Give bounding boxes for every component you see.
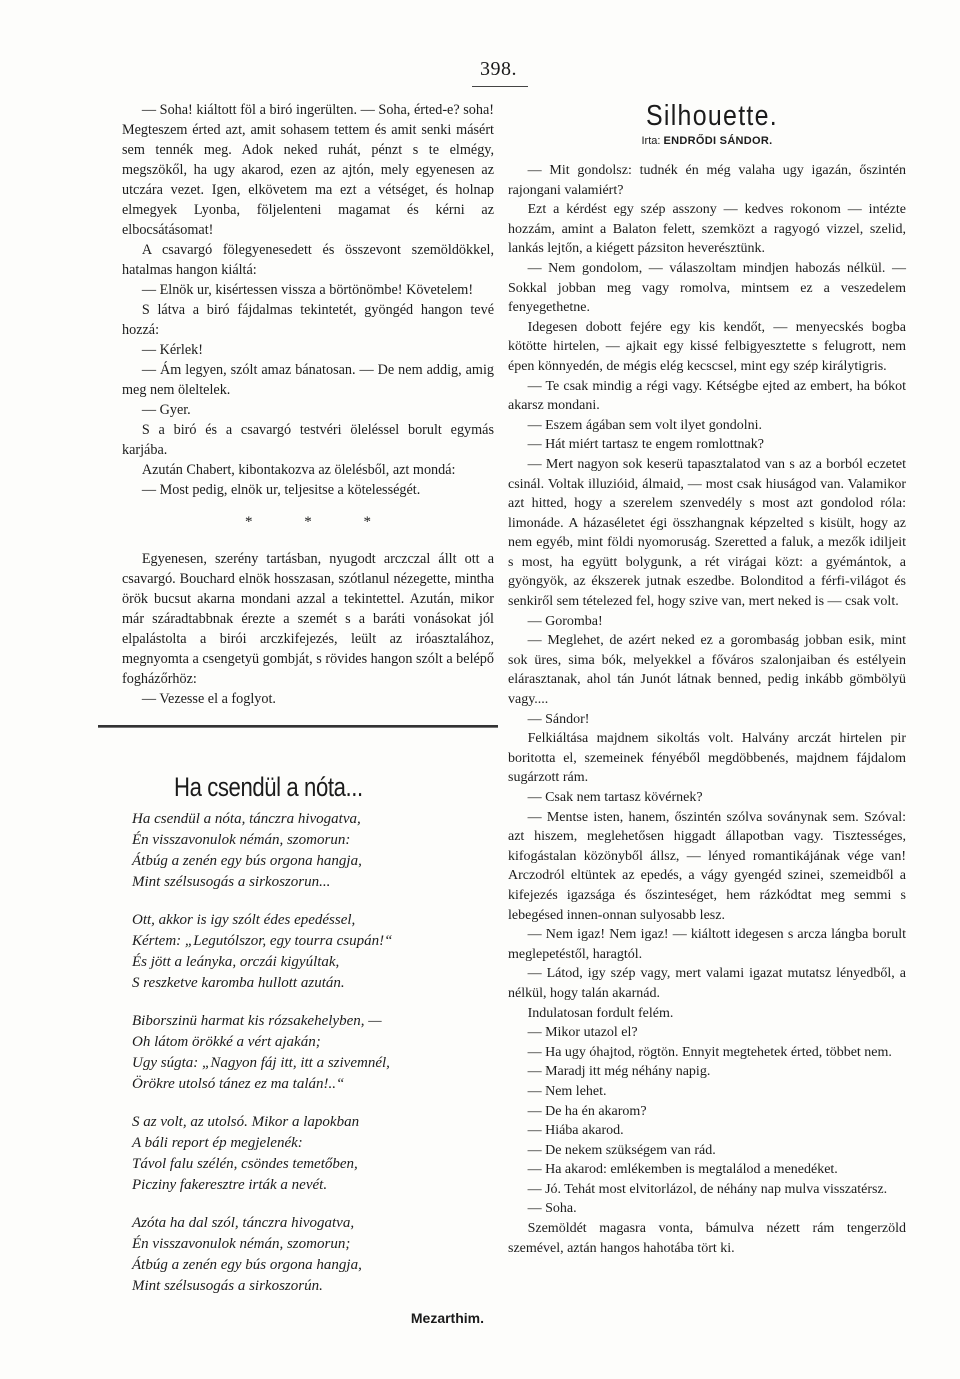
paragraph: — Nem gondolom, — válaszoltam mindjen habozás nélkül. — Sokkal jobban meg vagy romolva, mintsem ez a veszedelem fenyegethetne. [508,260,906,316]
byline-prefix: Irta: [641,135,661,147]
paragraph: — Most pedig, elnök ur, teljesitse a kötelességét. [141,482,421,498]
poem-line: Én visszavonulok némán, szomorun; [132,1236,351,1252]
poem-line: A báli report ép megjelenék: [132,1135,303,1151]
paragraph: — Elnök ur, kisértessen vissza a börtönömbe! Követelem! [141,282,474,298]
paragraph: — Hát miért tartasz te engem romlottnak? [527,437,764,453]
poem-line: Örökre utolsó tánez ez ma talán!..“ [132,1076,345,1092]
poem-line: S reszketve karomba hullott azután. [132,975,345,991]
paragraph: — Nem igaz! Nem igaz! — kiáltott idegesen s arcza lángba borult meglepetéstől, haragtól. [508,927,906,962]
paragraph: Ezt a kérdést egy szép asszony — kedves rokonom — intézte hozzám, amint a Balaton felett, szemközt a ragyogó vizzel, szelid, lankás lejtőn, a kiégett pázsiton heverésztünk. [508,202,906,257]
poem-line: Ott, akkor is igy szólt édes epedéssel, [132,912,356,928]
poem-line: Távol falu szélén, csöndes temetőben, [132,1156,358,1172]
paragraph: — Mit gondolsz: tudnék én még valaha ugy igazán, őszintén rajongani valamiért? [508,163,906,198]
byline-author: ENDRŐDI SÁNDOR. [663,135,773,147]
paragraph: — Vezesse el a foglyot. [141,691,276,707]
paragraph: S látva a biró fájdalmas tekintetét, gyöngéd hangon tevé hozzá: [122,302,494,338]
paragraph: — Gyer. [141,402,191,418]
poem-stanza [132,1213,494,1297]
paragraph: Azután Chabert, kibontakozva az ölelésből, azt mondá: [141,462,456,478]
story-title: Silhouette. [645,100,779,132]
paragraph: — Soha. [527,1201,577,1217]
paragraph: A csavargó fölegyenesedett és összevont szemöldökkel, hatalmas hangon kiáltá: [122,242,494,278]
paragraph: Indulatosan fordult felém. [527,1005,674,1021]
poem-line: Ugy súgta: „Nagyon fáj itt, itt a szivemnél, [132,1055,390,1071]
poem-signature: Mezarthim. [410,1310,484,1326]
story-body [508,161,906,1258]
poem-line: Átbúg a zenén egy bús orgona hangja, [132,853,362,869]
paragraph: Idegesen dobott fejére egy kis kendőt, — menyecskés bogba kötötte hirtelen, — ajkait egy kissé felbigyesztette s felugrott, nem épen könnyedén, de mégis elég kecscsel, mint egy szép királytigris. [508,319,906,374]
poem-line: Én visszavonulok némán, szomorun: [132,832,351,848]
poem-line: Oh látom örökké a vért ajakán; [132,1034,321,1050]
paragraph: — De nekem szükségem van rád. [527,1142,716,1158]
byline [508,135,906,147]
poem-line: És jött a leányka, orczái kigyúltak, [132,954,340,970]
paragraph: — Ha ugy óhajtod, rögtön. Ennyit megtehetek érted, többet nem. [527,1044,892,1060]
paragraph: — Ha akarod: emlékemben is megtalálod a menedéket. [527,1162,838,1178]
poem-title: Ha csendül a nóta... [174,772,363,802]
paragraph: — Csak nem tartasz kövérnek? [527,790,703,805]
poem-stanza [132,809,494,893]
paragraph: — Maradj itt még néhány napig. [527,1064,711,1080]
paragraph: — Jó. Tehát most elvitorlázol, de néhány nap mulva visszatérsz. [527,1181,888,1197]
paragraph: — Ám legyen, szólt amaz bánatosan. — De nem addig, amig meg nem öleltelek. [122,362,494,398]
paragraph: — Te csak mindig a régi vagy. Kétségbe ejted az embert, ha bókot akarsz mondani. [508,378,906,414]
poem-line: Picziny fakeresztre irták a nevét. [132,1177,328,1193]
page-number: 398. [480,58,517,80]
paragraph: S a biró és a csavargó testvéri öleléssel borult egymás karjába. [122,422,494,458]
poem-line: Azóta ha dal szól, tánczra hivogatva, [132,1215,355,1231]
poem-line: Átbúg a zenén egy bús orgona hangja, [132,1257,362,1273]
paragraph: — Mert nagyon sok keserü tapasztalatod van s az a borból eczetet csinál. Voltak illuzióid, álmaid, — most csak hiuságod van. Valamikor azt hitted, hogy a szerelem szenvedély s most azt gondolod róla: limonáde. A házaséletet égi összhangnak képzelted s kisült, hogy az nem egyéb, mint földi nyomoruság. Szeretted a faluk, a mezők idiljeit s most, ha együtt bolygunk, a rét virágai közt: a gyémántok, a gyöngyök, az ékszerek jutnak eszedbe. Bolonditod a férfi-világot és senkiről sem tételezed fel, hogy szive van, mert neked is — csak volt. [508,456,906,610]
poem-stanza [132,910,494,994]
poem-body [132,809,494,1297]
left-column [122,100,494,1326]
section-separator: * * * [245,514,395,530]
right-column [508,100,906,1258]
paragraph: — Hiába akarod. [527,1123,624,1139]
poem-line: Biborszinü harmat kis rózsakehelyben, — [132,1013,382,1029]
paragraph: — Meglehet, de azért neked ez a gorombaság jobban esik, mint sok üres, sima bók, melyekkel a főváros szalonjaiban és estélyein elárasztanak, ahol tán Junót látnak benned, pedig inkább gömbölyü vagy.... [508,633,906,708]
paragraph: Felkiáltása majdnem sikoltás volt. Halvány arczát hirtelen pir boritotta el, szemeinek fényéből megdöbbenés, majdnem fájdalom sugárzott rám. [508,731,906,786]
paragraph: — Soha! kiáltott föl a biró ingerülten. — Soha, érted-e? soha! Megteszem érted azt, amit sohasem tettem és amit senki másért sem tennék meg. Adok neked ruhát, pénzt s te elmégy, megszökől, ha ugy akarod, ezen az ajtón, mely egyenesen az utczára vezet. Igen, elkövetem ma ezt a vétséget, és holnap elmegyek Lyonba, följelenteni magamat és kérni az elbocsátásomat! [122,102,494,238]
paragraph: — Nem lehet. [527,1083,607,1099]
poem-line: Kértem: „Legutólszor, egy tourra csupán!“ [132,933,393,949]
poem-line: Ha csendül a nóta, tánczra hivogatva, [132,811,361,827]
story-ending [122,100,494,500]
paragraph: — Mikor utazol el? [527,1025,638,1041]
paragraph: — Mentse isten, hanem, őszintén szólva soványnak sem. Szóval: azt hiszem, meglehetősen higgadt állapotban vagy. Tisztességes, kifogástalan közönyből állsz, — lényed romantikájának vége van! Arczodról eltüntek az epedés, a vágy gyengéd szinei, szemeidből a kifejezés igazsága és őszinteséget, hem rázkódtat meg semmi s lebegésed innen-onnan sulyosabb lesz. [508,809,906,923]
paragraph: Szemöldét magasra vonta, bámulva nézett rám tengerzöld szemével, aztán hangos hahotába tört ki. [508,1221,906,1256]
poem-line: S az volt, az utolsó. Mikor a lapokban [132,1114,360,1130]
poem-line: Mint szélsusogás a sirkoszorún. [132,1278,323,1294]
paragraph: — Goromba! [527,613,603,629]
horizontal-divider [98,725,498,728]
paragraph: — Kérlek! [141,342,203,358]
page-number-underline [472,86,528,87]
story-epilogue [122,549,494,709]
paragraph: — Látod, igy szép vagy, mert valami igazat mutatsz lényedből, a nélkül, hogy talán akarnád. [508,966,906,1001]
poem-stanza [132,1011,494,1095]
poem-stanza [132,1112,494,1196]
paragraph: — Sándor! [527,711,590,727]
paragraph: Egyenesen, szerény tartásban, nyugodt arczczal állt ott a csavargó. Bouchard elnök hosszasan, szótlanul nézegette, mintha örök bucsut akarna mondani azzal a tekintettel. Azután, mikor már száradtabbnak érezte a szemét s a baráti vonásokat jól elpalástolta a birói arczkifejezés, leült az iróasztalához, megnyomta a csengetyü gombját, s rövides hangon szólt a belépő fogházőrhöz: [122,551,494,687]
poem-line: Mint szélsusogás a sirkoszorun... [132,874,331,890]
paragraph: — Eszem ágában sem volt ilyet gondolni. [527,417,763,433]
paragraph: — De ha én akarom? [527,1103,647,1119]
